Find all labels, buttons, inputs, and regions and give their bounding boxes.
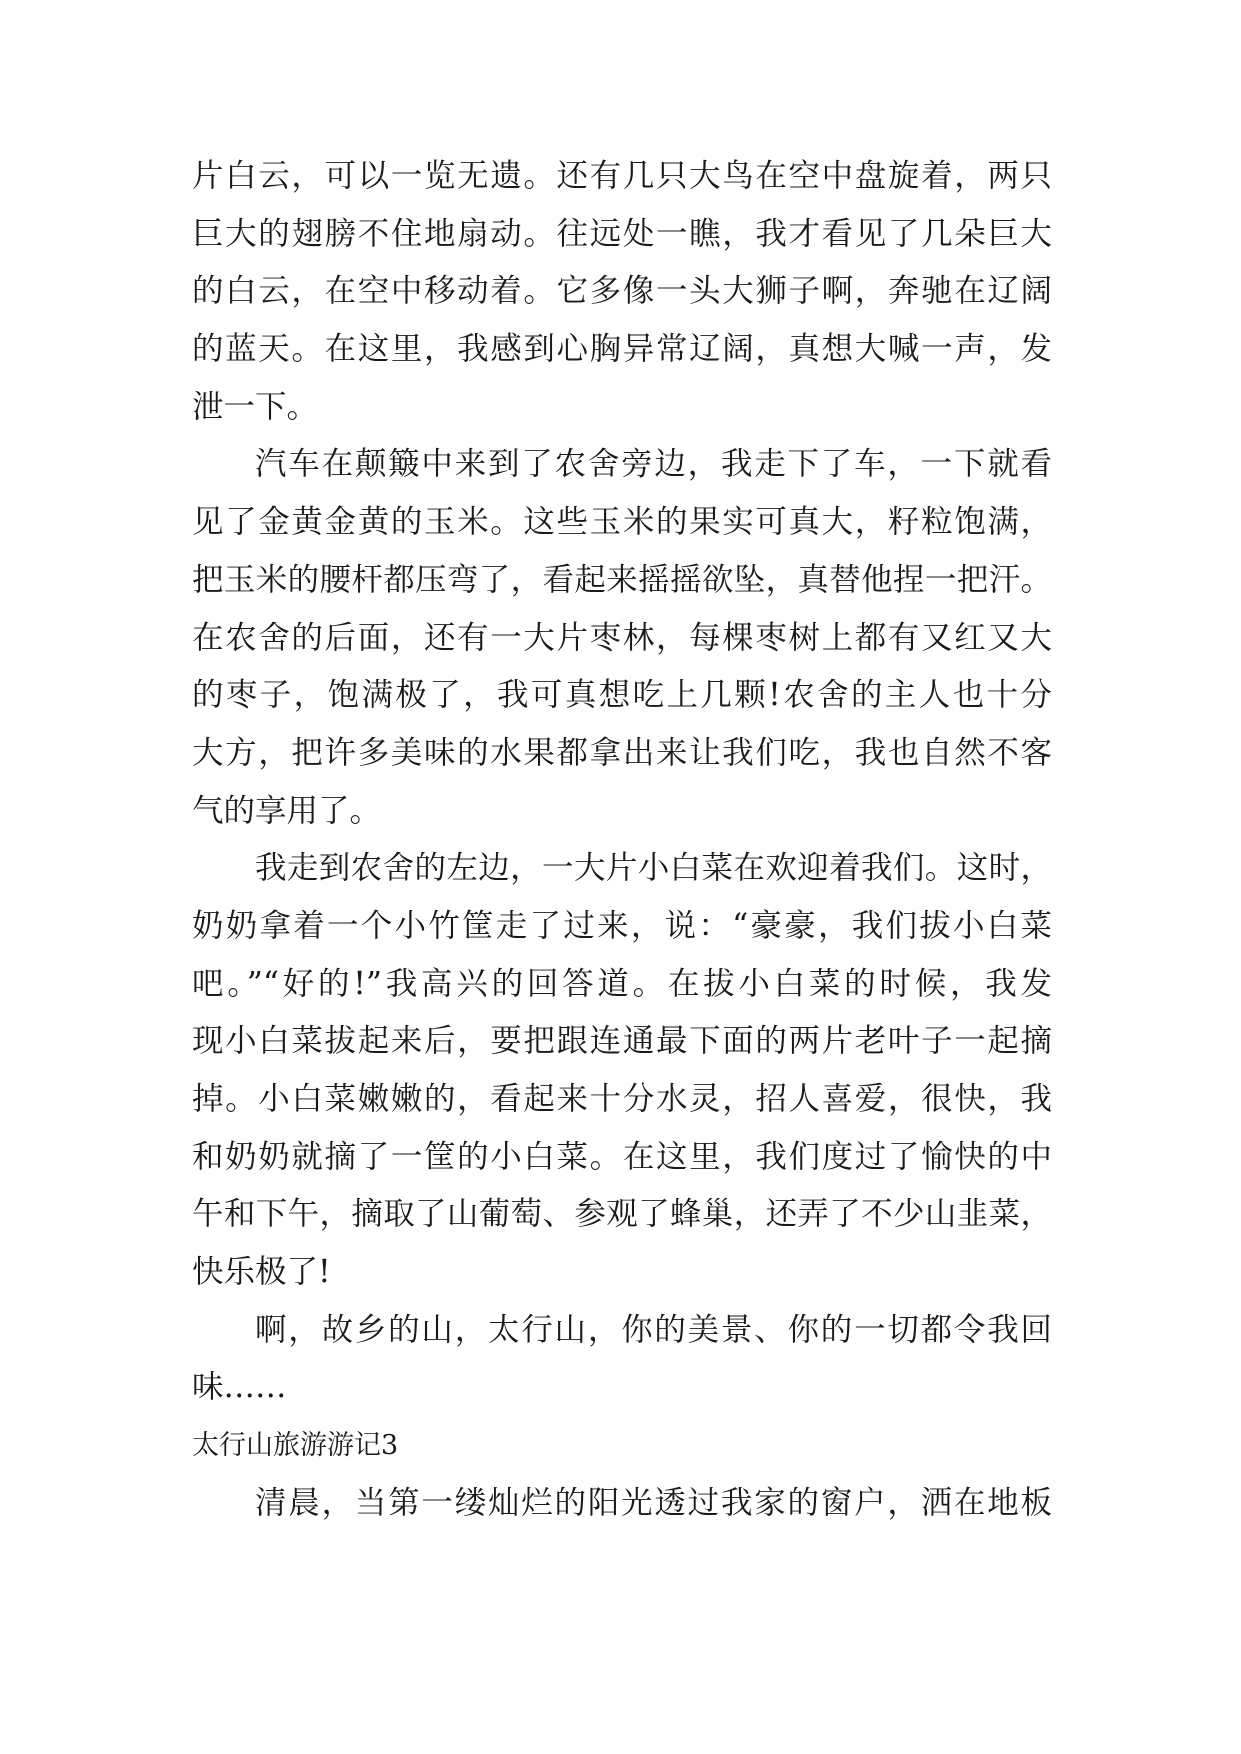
text-line: 清晨，当第一缕灿烂的阳光透过我家的窗户，洒在地板 xyxy=(255,1484,1052,1521)
text-line: 奶奶拿着一个小竹筐走了过来，说：“豪豪，我们拔小白菜 xyxy=(192,907,1052,944)
text-line: 巨大的翅膀不住地扇动。往远处一瞧，我才看见了几朵巨大 xyxy=(192,215,1052,252)
text-line: 的白云，在空中移动着。它多像一头大狮子啊，奔驰在辽阔 xyxy=(192,273,1052,310)
text-line: 味…… xyxy=(192,1369,287,1406)
document-body xyxy=(192,148,1052,1533)
text-line: 现小白菜拔起来后，要把跟连通最下面的两片老叶子一起摘 xyxy=(192,1023,1052,1060)
text-line: 快乐极了! xyxy=(192,1254,331,1291)
text-line: 和奶奶就摘了一筐的小白菜。在这里，我们度过了愉快的中 xyxy=(192,1138,1052,1175)
text-line: 啊，故乡的山，太行山，你的美景、你的一切都令我回 xyxy=(255,1311,1052,1348)
section-heading: 太行山旅游游记3 xyxy=(192,1430,399,1462)
text-line: 吧。”“好的!”我高兴的回答道。在拔小白菜的时候，我发 xyxy=(192,965,1052,1002)
text-line: 见了金黄金黄的玉米。这些玉米的果实可真大，籽粒饱满， xyxy=(192,504,1052,541)
text-line: 气的享用了。 xyxy=(192,792,382,829)
text-line: 在农舍的后面，还有一大片枣林，每棵枣树上都有又红又大 xyxy=(192,619,1052,656)
text-line: 大方，把许多美味的水果都拿出来让我们吃，我也自然不客 xyxy=(192,734,1052,771)
text-line: 泄一下。 xyxy=(192,388,319,425)
text-line: 汽车在颠簸中来到了农舍旁边，我走下了车，一下就看 xyxy=(255,446,1052,483)
text-line: 的蓝天。在这里，我感到心胸异常辽阔，真想大喊一声，发 xyxy=(192,331,1052,368)
text-line: 午和下午，摘取了山葡萄、参观了蜂巢，还弄了不少山韭菜， xyxy=(192,1196,1052,1233)
text-line: 把玉米的腰杆都压弯了，看起来摇摇欲坠，真替他捏一把汗。 xyxy=(192,561,1052,598)
text-line: 的枣子，饱满极了，我可真想吃上几颗!农舍的主人也十分 xyxy=(192,677,1052,714)
text-line: 片白云，可以一览无遗。还有几只大鸟在空中盘旋着，两只 xyxy=(192,158,1052,194)
text-line: 我走到农舍的左边，一大片小白菜在欢迎着我们。这时， xyxy=(255,850,1052,887)
text-line: 掉。小白菜嫩嫩的，看起来十分水灵，招人喜爱，很快，我 xyxy=(192,1081,1052,1117)
